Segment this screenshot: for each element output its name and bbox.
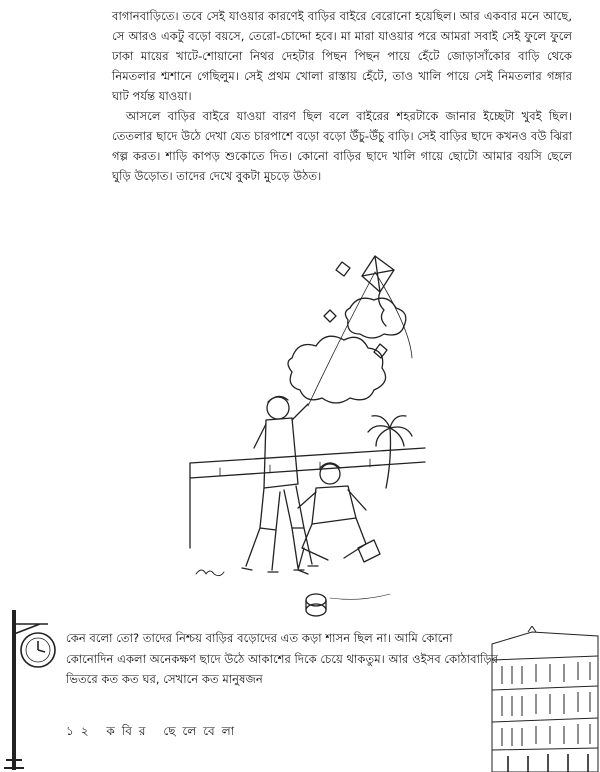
kite-icon bbox=[336, 262, 350, 276]
building-icon bbox=[488, 626, 600, 772]
main-text-column bbox=[112, 6, 572, 186]
paragraph-1: বাগানবাড়িতে। তবে সেই যাওয়ার কারণেই বাড়ির বাইরে বেরোনো হয়েছিল। আর একবার মনে আছে, সে আরও একটু বড়ো বয়সে, তেরো-চোদ্দো হবে। মা মারা যাওয়ার পরে আমরা সবাই সেই ফুলে ফুলে ঢাকা মায়ের খাটে-শোয়ানো নিথর দেহটার পিছন পিছন পায়ে হেঁটে জোড়াসাঁকোর বাড়ি থেকে নিমতলার শ্মশানে গেছিলুম। সেই প্রথম খোলা রাস্তায় হেঁটে, তাও খালি পায়ে সেই নিমতলার গঙ্গার ঘাট পর্যন্ত যাওয়া। bbox=[112, 9, 572, 103]
lower-text-block bbox=[66, 628, 498, 690]
paragraph-3: কেন বলো তো? তাদের নিশ্চয় বাড়ির বড়োদের এত কড়া শাসন ছিল না। আমি কোনো কোনোদিন একলা অনেকক্ষণ ছাদে উঠে আকাশের দিকে চেয়ে থাকতুম। আর ওইসব কোঠাবাড়ির ভিতরে কত কত ঘর, সেখানে কত মানুষজন bbox=[66, 631, 498, 686]
palm-tree-icon bbox=[368, 416, 412, 488]
artist-signature bbox=[196, 570, 224, 576]
standing-boy-figure bbox=[242, 396, 318, 572]
clock-icon bbox=[21, 633, 55, 667]
page-folio: ১২ কবির ছেলেবেলা bbox=[66, 724, 242, 738]
cloud bbox=[345, 298, 405, 338]
sitting-boy-figure bbox=[298, 463, 366, 574]
kite-icon bbox=[374, 344, 387, 358]
kite-icon bbox=[362, 256, 394, 326]
street-lamp-illustration bbox=[0, 610, 62, 770]
kite-icon bbox=[324, 310, 336, 322]
spool-icon bbox=[306, 594, 326, 616]
kite-flying-illustration bbox=[180, 248, 430, 618]
paragraph-2: আসলে বাড়ির বাইরে যাওয়া বারণ ছিল বলে বাইরের শহরটাকে জানার ইচ্ছেটা খুবই ছিল। তেতলার ছাদে উঠে দেখা যেত চারপাশে বড়ো বড়ো উঁচু-উঁচু বাড়ি। সেই বাড়ির ছাদে কখনও বউ ঝিরা গল্প করত। শাড়ি কাপড় শুকোতে দিত। কোনো বাড়ির ছাদে খালি গায়ে ছোটো আমার বয়সি ছেলে ঘুড়ি উড়োত। তাদের দেখে বুকটা মুচড়ে উঠত। bbox=[112, 109, 572, 183]
